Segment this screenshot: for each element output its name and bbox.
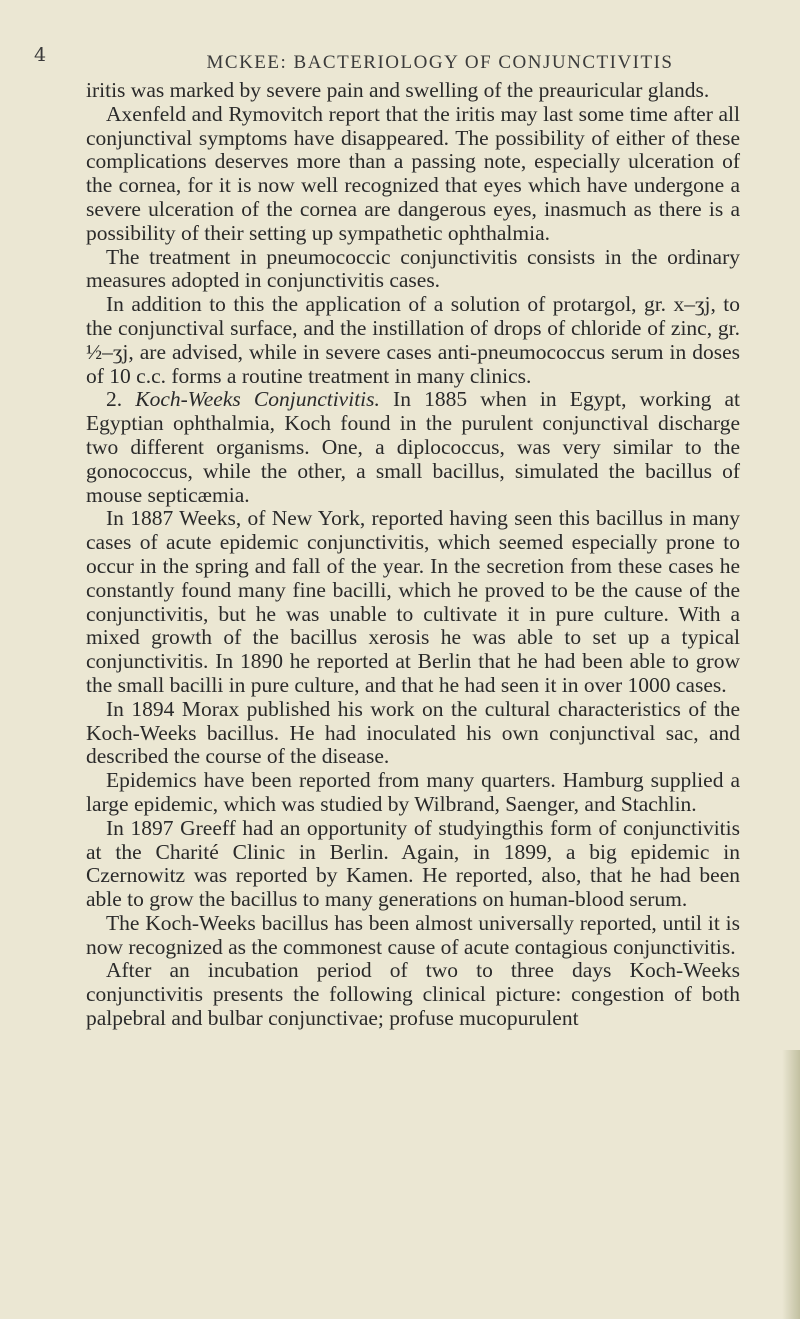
paragraph: In 1894 Morax published his work on the cultural characteristics of the Koch-Weeks bacillus. He had inoculated his own conjunctival sac, and described the course of the disease. [86, 696, 740, 769]
paragraph-section-heading [86, 388, 740, 507]
paragraph-continuation: iritis was marked by severe pain and swelling of the preauricular glands. [86, 78, 710, 102]
paragraph: After an incubation period of two to three days Koch-Weeks conjunctivitis presents the following clinical picture: congestion of both palpebral and bulbar conjunctivae; profuse mucopurulent [86, 958, 740, 1031]
section-body: In 1885 when in Egypt, working at Egyptian ophthalmia, Koch found in the purulent conjunctival discharge two different organisms. One, a diplococcus, was very similar to the gonococcus, while the other, a small bacillus, simulated the bacillus of mouse septicæmia. [86, 387, 740, 507]
paragraph: In addition to this the application of a solution of protargol, gr. x–ʒj, to the conjunctival surface, and the instillation of drops of chloride of zinc, gr. ½–ʒj, are advised, while in severe cases anti-pneumococcus serum in doses of 10 c.c. forms a routine treatment in many clinics. [86, 292, 740, 388]
paragraph: Axenfeld and Rymovitch report that the iritis may last some time after all conjunctival symptoms have disappeared. The possibility of either of these complications deserves more than a passing note, especially ulceration of the cornea, for it is now well recognized that eyes which have undergone a severe ulceration of the cornea are dangerous eyes, inasmuch as there is a possibility of their setting up sympathetic ophthalmia. [86, 101, 740, 245]
page-edge-shadow [782, 1050, 800, 1319]
paragraph: In 1887 Weeks, of New York, reported having seen this bacillus in many cases of acute epidemic conjunctivitis, which seemed especially prone to occur in the spring and fall of the year. In the secretion from these cases he constantly found many fine bacilli, which he proved to be the cause of the conjunctivitis, but he was unable to cultivate it in pure culture. With a mixed growth of the bacillus xerosis he was able to set up a typical conjunctivitis. In 1890 he reported at Berlin that he had been able to grow the small bacilli in pure culture, and that he had seen it in over 1000 cases. [86, 506, 740, 697]
section-title: Koch-Weeks Conjunctivitis. [135, 387, 380, 412]
running-head: MCKEE: BACTERIOLOGY OF CONJUNCTIVITIS [206, 52, 674, 73]
section-number: 2. [106, 387, 136, 412]
paragraph: The Koch-Weeks bacillus has been almost universally reported, until it is now recognized as the commonest cause of acute contagious conjunctivitis. [86, 910, 740, 959]
paragraph: The treatment in pneumococcic conjunctivitis consists in the ordinary measures adopted in conjunctivitis cases. [86, 244, 740, 293]
paragraph: Epidemics have been reported from many quarters. Hamburg supplied a large epidemic, which was studied by Wilbrand, Saenger, and Stachlin. [86, 768, 740, 816]
page-number: 4 [34, 44, 47, 66]
body-text [86, 79, 740, 1031]
paragraph: In 1897 Greeff had an opportunity of studyingthis form of conjunctivitis at the Charité Clinic in Berlin. Again, in 1899, a big epidemic in Czernowitz was reported by Kamen. He reported, also, that he had been able to grow the bacillus to many generations on human-blood serum. [86, 815, 740, 912]
